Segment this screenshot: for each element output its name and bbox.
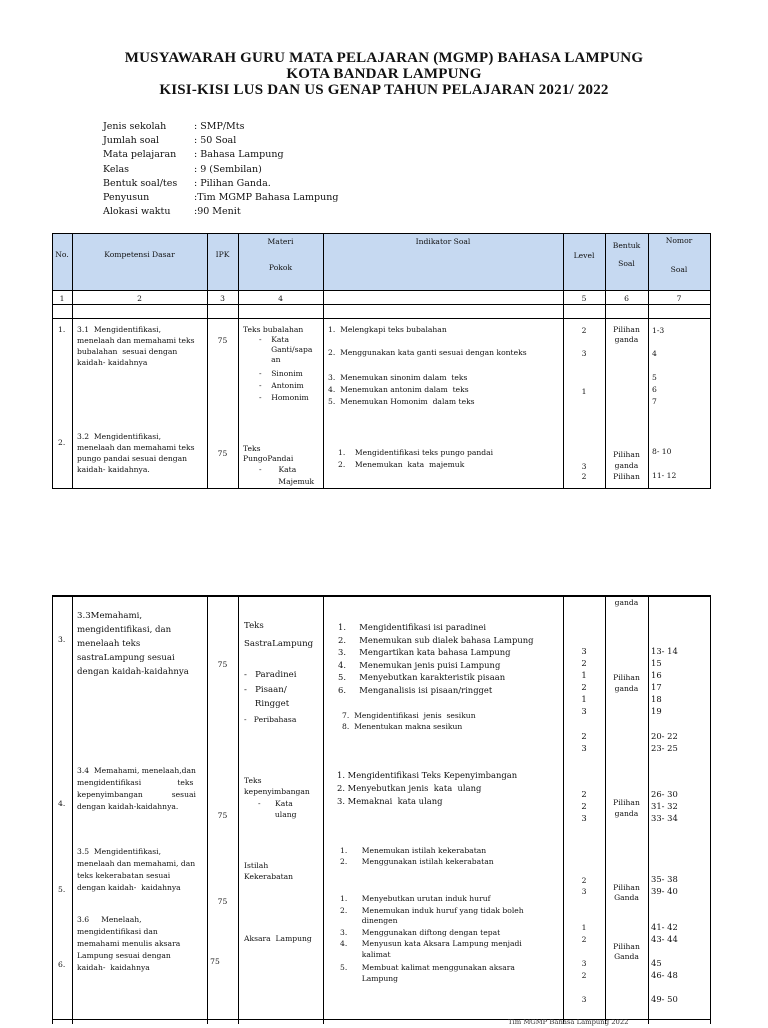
info-row [103,134,338,148]
nomor-soal-value: 39- 40 [651,886,678,896]
indikator-item: 1. Melengkapi teks bubalahan [328,325,447,334]
materi-title: Teks [243,444,261,453]
bentuk-value: Pilihan [613,325,640,334]
level-value: 2 [581,731,587,741]
indikator-item: dinengen [340,916,398,925]
indikator-item: 8. Menentukan makna sesikun [342,722,463,731]
level-value: 1 [581,387,587,396]
document-title [0,50,768,98]
indikator-item: 4. Menemukan antonim dalam teks [328,385,469,394]
nomor-soal-value: 11- 12 [652,471,677,480]
materi-item: - Paradinei [244,670,297,680]
kd-text: mengidentifikasi dan [77,927,158,936]
nomor-soal-value: 41- 42 [651,922,678,932]
nomor-soal-value: 1-3 [652,326,665,335]
materi-item: - Sinonim [259,369,303,378]
level-value: 1 [581,694,587,704]
info-value: : SMP/Mts [194,121,245,132]
indikator-item: 3. Menemukan sinonim dalam teks [328,373,468,382]
table-border [238,595,239,1024]
row-number: 1. [58,325,66,334]
kd-text: menelaah dan memahami, dan [77,859,196,868]
bentuk-value: Ganda [614,952,639,961]
header-kompetensi-dasar: Kompetensi Dasar [104,250,175,259]
level-value: 3 [581,349,587,358]
indikator-item: 2. Menyebutkan jenis kata ulang [337,783,482,793]
nomor-soal-value: 8- 10 [652,447,672,456]
level-value: 3 [581,995,587,1004]
kd-text: memahami menulis aksara [77,939,181,948]
nomor-soal-value: 31- 32 [651,801,678,811]
header-bentuk: Bentuk [612,241,641,250]
indikator-item: 1. Mengidentifikasi Teks Kepenyimbangan [337,770,518,780]
kd-text: teks kekerabatan sesuai [77,871,171,880]
header-materi: Materi [267,237,294,246]
nomor-soal-value: 6 [652,385,657,394]
nomor-soal-value: 45 [651,958,662,968]
bentuk-value: ganda [614,598,639,607]
materi-title: Teks bubalahan [243,325,304,334]
info-value: :Tim MGMP Bahasa Lampung [194,192,339,204]
header-indikator-soal: Indikator Soal [415,237,471,246]
header-no: No. [55,250,69,259]
materi-item: - Kata [259,465,297,474]
nomor-soal-value: 19 [651,706,662,716]
nomor-soal-value: 46- 48 [651,970,678,980]
materi-title: PungoPandai [243,454,294,463]
header-nomor-soal: Soal [670,265,688,274]
info-row [103,148,338,162]
table-border [52,318,711,319]
table-border [710,233,711,489]
kd-text: menelaah dan memahami teks [77,336,195,345]
info-label: Penyusun [103,192,150,204]
kd-text: menelaah teks [77,639,141,649]
level-value: 3 [581,462,587,471]
header-level: Level [573,251,595,260]
info-label: Bentuk soal/tes [103,177,178,189]
info-label: Alokasi waktu [103,206,171,218]
row-number: 5. [58,885,66,894]
nomor-soal-value: 35- 38 [651,874,678,884]
materi-item: Ganti/sapa [259,345,313,354]
info-value: : 9 (Sembilan) [194,163,262,175]
indikator-item: Lampung [340,974,398,983]
info-row [103,205,338,219]
info-value: : Pilihan Ganda. [194,177,271,189]
nomor-soal-value: 23- 25 [651,743,678,753]
level-value: 2 [581,801,587,811]
materi-item: Majemuk [259,477,315,486]
nomor-soal-value: 49- 50 [651,994,678,1004]
indikator-item: 5. Membuat kalimat menggunakan aksara [340,963,515,972]
kd-text: mengidentifikasi, dan [77,625,172,635]
level-value: 2 [581,472,587,481]
indikator-item: 2. Menemukan induk huruf yang tidak boleh [340,906,524,915]
nomor-soal-value: 7 [652,397,657,406]
materi-item: - Antonim [259,381,304,390]
kd-text: dengan kaidah-kaidahnya. [77,802,179,811]
table-border [648,595,649,1024]
ipk-value: 75 [217,811,228,820]
materi-title: Aksara Lampung [244,934,312,943]
nomor-soal-value: 13- 14 [651,646,678,656]
nomor-soal-value: 4 [652,349,657,358]
indikator-item: 6. Menganalisis isi pisaan/ringget [338,685,493,695]
kd-text: kaidah- kaidahnya. [77,465,150,474]
kd-text: 3.3Memahami, [77,611,143,621]
materi-title: Istilah [244,861,269,870]
indikator-item: 1. Menemukan istilah kekerabatan [340,846,487,855]
info-label: Jumlah soal [103,135,160,147]
bentuk-value: Pilihan [613,942,640,951]
level-value: 2 [581,971,587,980]
nomor-soal-value: 26- 30 [651,789,678,799]
bentuk-value: Ganda [614,893,639,902]
kd-text: 3.5 Mengidentifikasi, [77,847,162,856]
indikator-item: 4. Menyusun kata Aksara Lampung menjadi [340,939,522,948]
bentuk-value: ganda [614,809,639,818]
materi-item: - Homonim [259,393,309,402]
ipk-value: 75 [217,660,228,669]
row-number: 6. [58,960,66,969]
bentuk-value: ganda [614,461,639,470]
column-number: 4 [278,294,283,303]
indikator-item: 1. Menyebutkan urutan induk huruf [340,894,491,903]
level-value: 3 [581,813,587,823]
level-value: 3 [581,887,587,896]
materi-title: Kekerabatan [244,872,294,881]
column-number: 6 [624,294,629,303]
level-value: 2 [581,789,587,799]
row-number: 3. [58,635,66,644]
bentuk-value: ganda [614,684,639,693]
ipk-value: 75 [217,897,228,906]
materi-item: ulang [258,810,297,819]
bentuk-value: ganda [614,335,639,344]
info-value: : 50 Soal [194,135,237,147]
table-border [52,488,711,489]
level-value: 3 [581,959,587,968]
bentuk-value: Pilihan [613,472,640,481]
level-value: 2 [581,876,587,885]
header-ipk: IPK [215,250,230,259]
indikator-item: 5. Menemukan Homonim dalam teks [328,397,475,406]
level-value: 2 [581,658,587,668]
table-border [52,304,711,305]
kd-text: kaidah- kaidahnya [77,358,148,367]
kd-text: kepenyimbangan sesuai [77,790,196,799]
title-line-2: KOTA BANDAR LAMPUNG [286,66,482,82]
kd-text: bubalahan sesuai dengan [77,347,178,356]
nomor-soal-value: 16 [651,670,662,680]
materi-title: kepenyimbangan [244,787,310,796]
nomor-soal-value: 33- 34 [651,813,678,823]
header-pokok: Pokok [268,263,293,272]
materi-item: - Pisaan/ [244,685,287,695]
bentuk-value: Pilihan [613,798,640,807]
kd-text: mengidentifikasi teks [77,778,194,787]
level-value: 3 [581,706,587,716]
bentuk-value: Pilihan [613,673,640,682]
bentuk-value: Pilihan [613,883,640,892]
indikator-item: 4. Menemukan jenis puisi Lampung [338,660,501,670]
info-row [103,177,338,191]
info-label: Kelas [103,163,130,175]
info-row [103,163,338,177]
indikator-item: kalimat [340,950,391,959]
nomor-soal-value: 18 [651,694,662,704]
info-block [103,120,338,219]
level-value: 2 [581,682,587,692]
column-number: 2 [137,294,142,303]
kd-text: 3.1 Mengidentifikasi, [77,325,162,334]
info-label: Jenis sekolah [103,121,167,132]
header-soal: Soal [618,259,635,268]
indikator-item: 7. Mengidentifikasi jenis sesikun [342,711,476,720]
nomor-soal-value: 43- 44 [651,934,678,944]
info-value: : Bahasa Lampung [194,149,284,161]
indikator-item: 2. Menemukan sub dialek bahasa Lampung [338,635,534,645]
materi-title: Teks [244,621,264,631]
level-value: 2 [581,935,587,944]
info-label: Mata pelajaran [103,149,177,161]
ipk-value: 75 [217,336,228,345]
kd-text: pungo pandai sesuai dengan [77,454,188,463]
kd-text: Lampung sesuai dengan [77,951,171,960]
level-value: 3 [581,646,587,656]
indikator-item: 5. Menyebutkan karakteristik pisaan [338,672,506,682]
materi-title: SastraLampung [244,639,314,649]
indikator-item: 3. Mengartikan kata bahasa Lampung [338,647,511,657]
title-line-3: KISI-KISI LUS DAN US GENAP TAHUN PELAJARAN 2021/ 2022 [159,82,609,98]
kd-text: menelaah dan memahami teks [77,443,195,452]
nomor-soal-value: 20- 22 [651,731,678,741]
indikator-item: 3. Memaknai kata ulang [337,796,443,806]
kd-text: kaidah- kaidahnya [77,963,150,972]
info-row [103,120,338,134]
info-row [103,191,338,205]
kd-text: dengan kaidah-kaidahnya [77,667,189,677]
row-number: 4. [58,799,66,808]
materi-item: an [259,355,281,364]
indikator-item: 2. Menggunakan kata ganti sesuai dengan konteks [328,348,527,357]
table-border [323,233,324,489]
bentuk-value: Pilihan [613,450,640,459]
level-value: 2 [581,326,587,335]
table-border [563,233,564,489]
indikator-item: 2. Menemukan kata majemuk [338,460,465,469]
title-line-1: MUSYAWARAH GURU MATA PELAJARAN (MGMP) BAHASA LAMPUNG [124,50,644,66]
nomor-soal-value: 5 [652,373,657,382]
kd-text: sastraLampung sesuai [77,653,175,663]
table-border [52,233,711,234]
level-value: 3 [581,743,587,753]
column-number: 1 [59,294,65,303]
materi-item: - Peribahasa [244,715,297,724]
indikator-item: 2. Menggunakan istilah kekerabatan [340,857,494,866]
table-border [52,233,53,489]
kd-text: 3.4 Memahami, menelaah,dan [77,766,196,775]
materi-item: - Kata [258,799,293,808]
table-border [72,595,73,1024]
column-number: 3 [220,294,225,303]
header-nomor: Nomor [665,236,693,245]
nomor-soal-value: 17 [651,682,662,692]
table-border [52,595,53,1024]
indikator-item: 1. Mengidentifikasi teks pungo pandai [338,448,494,457]
materi-item: Ringget [244,699,290,709]
table-border [323,595,324,1024]
indikator-item: 3. Menggunakan diftong dengan tepat [340,928,501,937]
kd-text: dengan kaidah- kaidahnya [77,883,181,892]
materi-title: Teks [244,776,262,785]
nomor-soal-value: 15 [651,658,662,668]
table-border [710,595,711,1024]
column-number: 7 [676,294,682,303]
table-border [52,290,711,291]
level-value: 1 [581,923,587,932]
kd-text: 3.6 Menelaah, [77,915,142,924]
column-number: 5 [581,294,587,303]
materi-item: - Kata [259,335,290,344]
footer-fragment: Tim MGMP Bahasa Lampung 2022 [508,1018,629,1026]
ipk-value: 75 [210,957,220,966]
indikator-item: 1. Mengidentifikasi isi paradinei [338,622,487,632]
row-number: 2. [58,438,66,447]
info-value: :90 Menit [194,206,241,218]
level-value: 1 [581,670,587,680]
table-border [72,233,73,489]
kd-text: 3.2 Mengidentifikasi, [77,432,162,441]
ipk-value: 75 [217,449,228,458]
